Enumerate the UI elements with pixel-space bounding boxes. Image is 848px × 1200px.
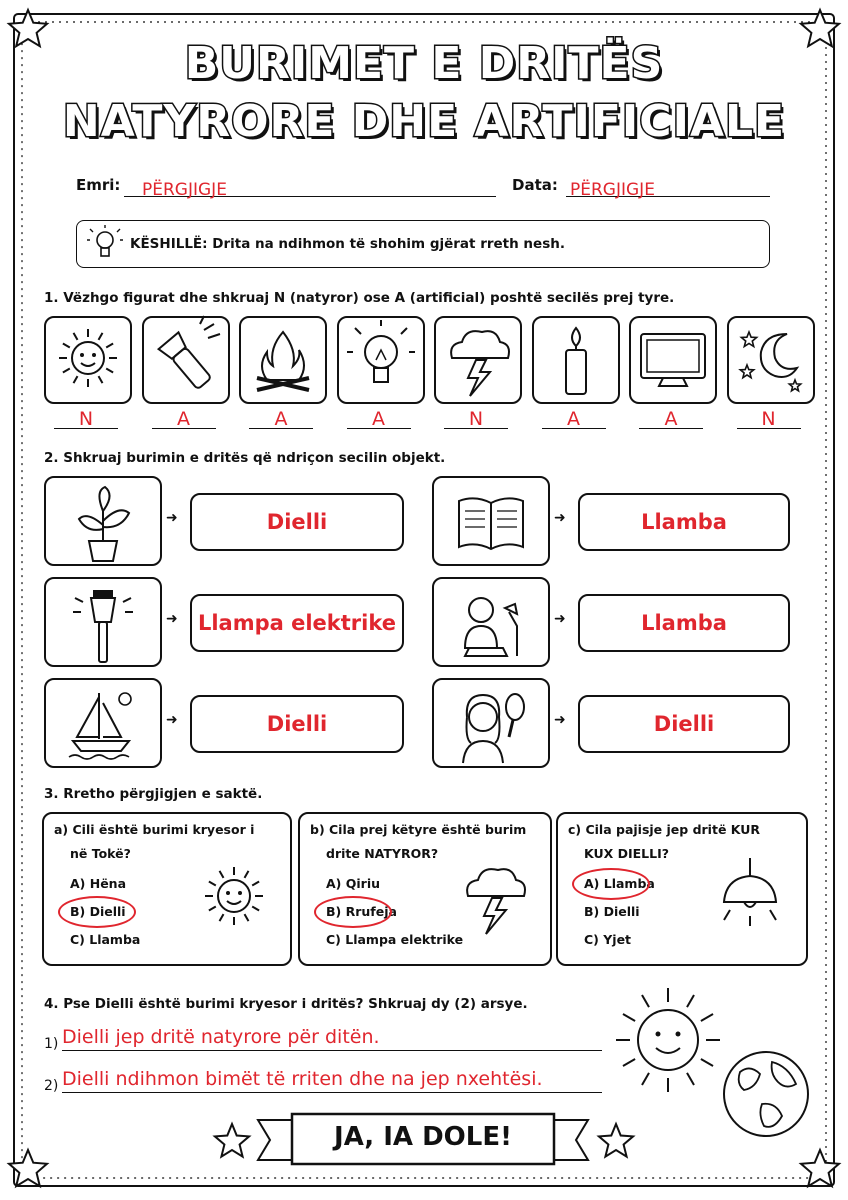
plant-icon [63, 481, 143, 561]
q2-picture-box [44, 678, 162, 768]
q1-picture-box [44, 316, 132, 404]
title-line-2: NATYRORE DHE ARTIFICIALE [62, 96, 786, 147]
q1-picture-box [532, 316, 620, 404]
big-sun-icon [608, 980, 728, 1100]
campfire-icon [243, 320, 323, 400]
q3-option-c[interactable]: C) Llampa elektrike [326, 932, 464, 947]
q3-prompt: 3. Rretho përgjigjen e saktë. [44, 786, 263, 802]
footer-banner-text: JA, IA DOLE! [334, 1122, 512, 1152]
q2-picture-box [432, 577, 550, 667]
answer-circle [572, 868, 650, 900]
q3-question-line-1: b) Cila prej këtyre është burim [310, 822, 527, 837]
lightning-cloud-icon [454, 858, 534, 938]
arrow-right-icon: ➜ [166, 510, 178, 526]
q3-card [556, 812, 808, 966]
arrow-right-icon: ➜ [166, 712, 178, 728]
q4-prompt: 4. Pse Dielli është burimi kryesor i dritës? Shkruaj dy (2) arsye. [44, 996, 528, 1012]
globe-icon [716, 1044, 816, 1144]
q3-question-line-2: KUX DIELLI? [584, 846, 670, 861]
lightbulb-tip-icon [90, 228, 120, 262]
q2-answer-box[interactable]: Llamba [578, 493, 790, 551]
arrow-right-icon: ➜ [166, 611, 178, 627]
street-lamp-icon [63, 582, 143, 662]
q3-option-a[interactable]: A) Qiriu [326, 876, 380, 891]
q3-option-c[interactable]: C) Llamba [70, 932, 141, 947]
footer-star-right-icon [596, 1122, 636, 1162]
q2-answer-box[interactable]: Llampa elektrike [190, 594, 404, 652]
arrow-right-icon: ➜ [554, 510, 566, 526]
moon-stars-icon [731, 320, 811, 400]
q1-answer[interactable]: N [78, 408, 94, 430]
q1-picture-box [629, 316, 717, 404]
q4-answer-2[interactable]: Dielli ndihmon bimët të rriten dhe na jep nxehtësi. [62, 1068, 543, 1090]
answer-circle [58, 896, 136, 928]
q1-answer[interactable]: A [567, 408, 580, 430]
q1-picture-box [337, 316, 425, 404]
q4-number-1: 1) [44, 1036, 59, 1052]
q1-picture-box [142, 316, 230, 404]
q1-answer[interactable]: A [274, 408, 288, 430]
name-value[interactable]: PËRGJIGJE [142, 180, 227, 200]
q1-answer[interactable]: N [468, 408, 484, 430]
sailboat-icon [63, 683, 143, 763]
television-icon [633, 320, 713, 400]
q1-picture-box [727, 316, 815, 404]
q3-question-line-1: c) Cila pajisje jep dritë KUR [568, 822, 761, 837]
q3-question-line-2: në Tokë? [70, 846, 131, 861]
name-label: Emri: [76, 176, 121, 194]
lightbulb-icon [341, 320, 421, 400]
q1-answer[interactable]: A [664, 408, 678, 430]
child-reading-icon [451, 582, 531, 662]
q2-answer-box[interactable]: Dielli [190, 493, 404, 551]
lightning-cloud-icon [438, 320, 518, 400]
q3-question-line-2: drite NATYROR? [326, 846, 439, 861]
q3-option-b[interactable]: B) Rrufeja [326, 904, 397, 919]
sun-icon [194, 858, 274, 938]
arrow-right-icon: ➜ [554, 712, 566, 728]
q1-answer[interactable]: N [761, 408, 776, 430]
q2-prompt: 2. Shkruaj burimin e dritës që ndriçon secilin objekt. [44, 450, 446, 466]
tip-text: KËSHILLË: Drita na ndihmon të shohim gjërat rreth nesh. [130, 236, 565, 252]
q3-option-b[interactable]: B) Dielli [584, 904, 640, 919]
date-value[interactable]: PËRGJIGJE [570, 180, 655, 200]
girl-mirror-icon [451, 683, 531, 763]
q2-answer-box[interactable]: Dielli [578, 695, 790, 753]
sun-icon [48, 320, 128, 400]
q3-option-b[interactable]: B) Dielli [70, 904, 126, 919]
date-label: Data: [512, 176, 558, 194]
q3-option-a[interactable]: A) Llamba [584, 876, 655, 891]
q1-prompt: 1. Vëzhgo figurat dhe shkruaj N (natyror) ose A (artificial) poshtë secilës prej tyre. [44, 290, 675, 306]
q1-answer[interactable]: A [177, 408, 190, 430]
answer-circle [314, 896, 392, 928]
q1-picture-box [239, 316, 327, 404]
q3-option-a[interactable]: A) Hëna [70, 876, 127, 891]
candle-icon [536, 320, 616, 400]
book-icon [451, 481, 531, 561]
q2-picture-box [44, 476, 162, 566]
q1-picture-box [434, 316, 522, 404]
q1-answer[interactable]: A [372, 408, 385, 430]
q4-number-2: 2) [44, 1078, 59, 1094]
q2-answer-box[interactable]: Dielli [190, 695, 404, 753]
q3-card [298, 812, 552, 966]
q2-answer-box[interactable]: Llamba [578, 594, 790, 652]
q2-picture-box [432, 678, 550, 768]
flashlight-icon [146, 320, 226, 400]
q3-question-line-1: a) Cili është burimi kryesor i [54, 822, 255, 837]
q3-card [42, 812, 292, 966]
arrow-right-icon: ➜ [554, 611, 566, 627]
q4-answer-1[interactable]: Dielli jep dritë natyrore për ditën. [62, 1026, 380, 1048]
footer-star-left-icon [212, 1122, 252, 1162]
q2-picture-box [432, 476, 550, 566]
title-line-1: BURIMET E DRITËS [184, 38, 664, 89]
q3-option-c[interactable]: C) Yjet [584, 932, 632, 947]
q2-picture-box [44, 577, 162, 667]
ceiling-lamp-icon [710, 858, 790, 938]
